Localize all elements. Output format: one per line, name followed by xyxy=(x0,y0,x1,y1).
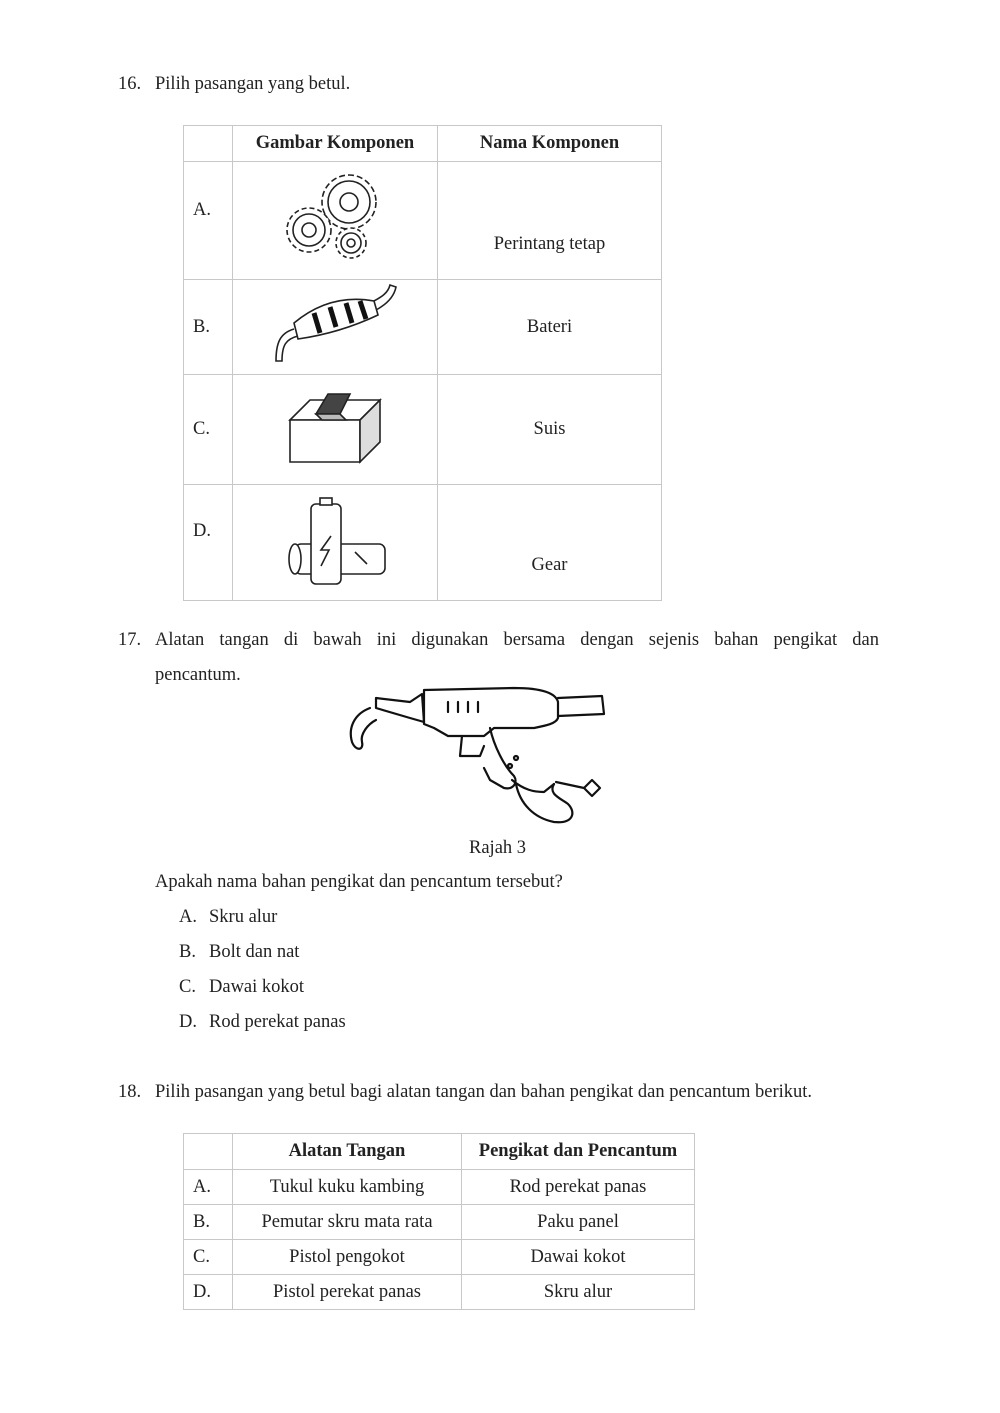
q18-row-b xyxy=(184,1205,695,1240)
q16-picture-cell xyxy=(233,375,438,485)
gears-icon xyxy=(275,168,395,268)
q18-row-label: C. xyxy=(184,1240,233,1275)
q16-picture-cell xyxy=(233,280,438,375)
q16-picture-cell xyxy=(233,485,438,601)
option-label: D. xyxy=(179,1012,197,1032)
q18-row-d xyxy=(184,1275,695,1310)
q16-row-b xyxy=(184,280,662,375)
option-text: Dawai kokot xyxy=(209,977,305,997)
q16-name-cell: Perintang tetap xyxy=(438,162,662,280)
q16-header-blank xyxy=(184,126,233,162)
option-text: Skru alur xyxy=(209,907,278,927)
q16-table xyxy=(183,125,662,601)
q16-header-name: Nama Komponen xyxy=(438,126,662,162)
q18-header-tool: Alatan Tangan xyxy=(233,1134,462,1170)
q18-fastener-cell: Skru alur xyxy=(462,1275,695,1310)
option-label: A. xyxy=(179,907,197,927)
q18-row-label: A. xyxy=(184,1170,233,1205)
q16-name-cell: Bateri xyxy=(438,280,662,375)
q18-row-label: B. xyxy=(184,1205,233,1240)
q18-tool-cell: Pistol pengokot xyxy=(233,1240,462,1275)
q18-tool-cell: Tukul kuku kambing xyxy=(233,1170,462,1205)
option-text: Rod perekat panas xyxy=(209,1012,346,1032)
q17-option-b[interactable] xyxy=(179,942,299,963)
switch-icon xyxy=(280,386,390,468)
q18-row-a xyxy=(184,1170,695,1205)
q18-tool-cell: Pemutar skru mata rata xyxy=(233,1205,462,1240)
q18-header-blank xyxy=(184,1134,233,1170)
q18-text: Pilih pasangan yang betul bagi alatan tangan dan bahan pengikat dan pencantum berikut. xyxy=(155,1082,813,1102)
q17-question: Apakah nama bahan pengikat dan pencantum tersebut? xyxy=(155,872,563,892)
q16-picture-cell xyxy=(233,162,438,280)
q16-row-a xyxy=(184,162,662,280)
option-text: Bolt dan nat xyxy=(209,942,300,962)
option-label: C. xyxy=(179,977,196,997)
q16-text: Pilih pasangan yang betul. xyxy=(155,74,351,94)
q17-number: 17. xyxy=(118,630,142,650)
q16-name-cell: Suis xyxy=(438,375,662,485)
q16-number: 16. xyxy=(118,74,142,94)
q16-header-row xyxy=(184,126,662,162)
q16-header-picture: Gambar Komponen xyxy=(233,126,438,162)
q18-fastener-cell: Paku panel xyxy=(462,1205,695,1240)
q16-name-cell: Gear xyxy=(438,485,662,601)
q18-fastener-cell: Rod perekat panas xyxy=(462,1170,695,1205)
figure-caption: Rajah 3 xyxy=(469,838,527,858)
glue-gun-icon xyxy=(344,680,616,830)
q18-table xyxy=(183,1133,695,1310)
q17-option-d[interactable] xyxy=(179,1012,346,1033)
q17-option-c[interactable] xyxy=(179,977,304,998)
q18-number: 18. xyxy=(118,1082,142,1102)
q18-row-c xyxy=(184,1240,695,1275)
q16-row-d xyxy=(184,485,662,601)
q17-text-line2: pencantum. xyxy=(155,665,241,685)
q16-row-label: C. xyxy=(184,375,233,485)
q18-header-fastener: Pengikat dan Pencantum xyxy=(462,1134,695,1170)
q18-header-row xyxy=(184,1134,695,1170)
option-label: B. xyxy=(179,942,196,962)
q16-row-label: B. xyxy=(184,280,233,375)
q17-option-a[interactable] xyxy=(179,907,277,928)
resistor-icon xyxy=(270,283,400,365)
batteries-icon xyxy=(275,492,395,588)
q18-tool-cell: Pistol perekat panas xyxy=(233,1275,462,1310)
q17-text-line1: Alatan tangan di bawah ini digunakan bersama dengan sejenis bahan pengikat dan xyxy=(155,630,879,650)
q16-row-label: D. xyxy=(184,485,233,601)
q18-fastener-cell: Dawai kokot xyxy=(462,1240,695,1275)
q18-row-label: D. xyxy=(184,1275,233,1310)
q16-row-label: A. xyxy=(184,162,233,280)
q16-row-c xyxy=(184,375,662,485)
